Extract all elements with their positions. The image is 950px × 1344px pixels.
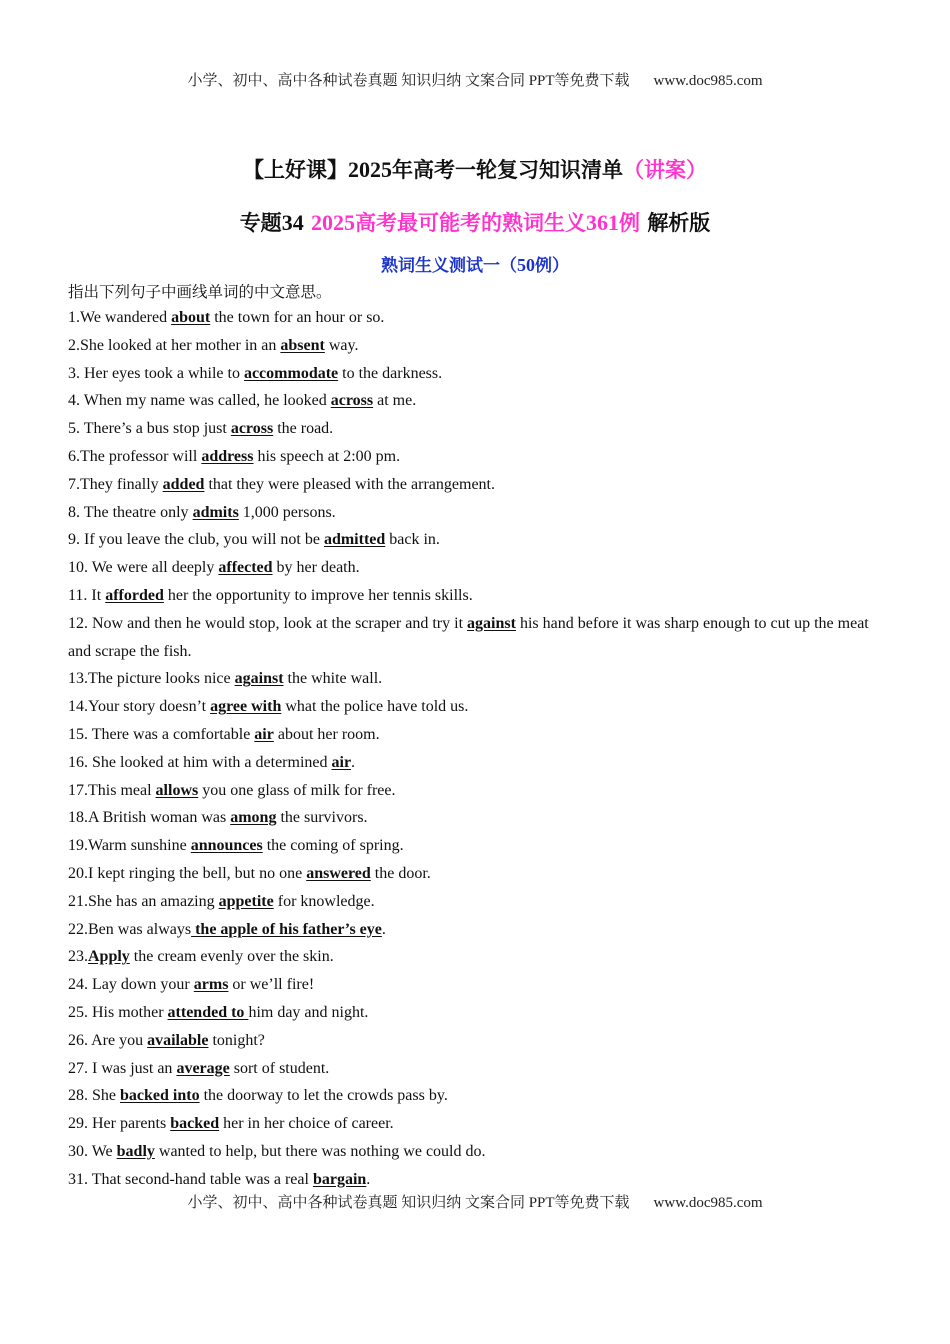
- sentence-text-before: 10. We were all deeply: [68, 559, 219, 577]
- sentence-text-after: sort of student.: [229, 1059, 330, 1077]
- sentence-text-before: 3. Her eyes took a while to: [68, 364, 244, 382]
- underlined-keyword: among: [230, 809, 277, 827]
- sentence-text-after: wanted to help, but there was nothing we could do.: [154, 1142, 486, 1160]
- underlined-keyword: against: [234, 670, 284, 688]
- sentence-text-before: 18.A British woman was: [68, 809, 231, 827]
- exercise-item: [68, 943, 888, 971]
- exercise-item: [68, 832, 888, 860]
- sentence-text-before: 21.She has an amazing: [68, 892, 219, 910]
- exercise-item: [68, 526, 888, 554]
- underlined-keyword: absent: [280, 336, 325, 354]
- sentence-text-before: 17.This meal: [68, 781, 156, 799]
- underlined-keyword: available: [147, 1031, 209, 1049]
- topic-title: [0, 207, 950, 237]
- sentence-text-before: 5. There’s a bus stop just: [68, 420, 231, 438]
- section-subtitle: [0, 251, 950, 276]
- topic-year: 2025: [311, 210, 355, 235]
- sentence-text-after: the road.: [273, 420, 334, 438]
- sentence-text-before: 23.: [68, 948, 88, 966]
- sentence-text-before: 29. Her parents: [68, 1115, 171, 1133]
- sentence-text-after: what the police have told us.: [281, 698, 469, 716]
- underlined-keyword: address: [201, 447, 254, 465]
- sentence-text-before: 4. When my name was called, he looked: [68, 392, 331, 410]
- underlined-keyword: about: [171, 309, 211, 326]
- underlined-keyword: affected: [218, 559, 273, 577]
- sentence-text-before: 26. Are you: [68, 1031, 148, 1049]
- sentence-text-before: 7.They finally: [68, 475, 163, 493]
- exercise-item: [68, 360, 888, 388]
- exercise-item: [68, 888, 888, 916]
- exercise-item: [68, 804, 888, 832]
- underlined-keyword: allows: [155, 781, 199, 799]
- exercise-item: [68, 304, 888, 332]
- sentence-text-after: tonight?: [208, 1031, 265, 1049]
- underlined-keyword: bargain: [312, 1170, 367, 1188]
- exercise-item: [68, 1055, 888, 1083]
- underlined-keyword: air: [254, 725, 274, 743]
- title-year: 2025: [348, 157, 392, 182]
- underlined-keyword: badly: [116, 1142, 155, 1160]
- underlined-keyword: afforded: [105, 586, 164, 604]
- title-suffix: （讲案）: [623, 158, 707, 182]
- topic-count-unit: 例: [619, 211, 640, 235]
- topic-version: 解析版: [647, 211, 711, 235]
- sentence-text-before: 19.Warm sunshine: [68, 837, 191, 855]
- subtitle-pre: 熟词生义测试一（: [381, 256, 517, 276]
- underlined-keyword: admits: [192, 503, 239, 521]
- sentence-text-after: his hand before it was sharp enough to cut up the meat and scrape the fish.: [68, 614, 869, 660]
- exercise-item: [68, 332, 888, 360]
- topic-count: 361: [586, 210, 619, 235]
- exercise-item: [68, 387, 888, 415]
- sentence-text-before: 11. It: [68, 586, 106, 604]
- exercise-list: [68, 304, 888, 1194]
- document-title: [0, 154, 950, 184]
- exercise-item: [68, 443, 888, 471]
- sentence-text-before: 13.The picture looks nice: [68, 670, 235, 688]
- underlined-keyword: attended to: [167, 1003, 249, 1021]
- sentence-text-after: that they were pleased with the arrangement.: [204, 475, 495, 493]
- exercise-item: [68, 582, 888, 610]
- exercise-item: [68, 916, 888, 944]
- underlined-keyword: the apple of his father’s eye: [191, 920, 382, 938]
- title-main: 年高考一轮复习知识清单: [392, 158, 623, 182]
- sentence-text-after: .: [381, 920, 386, 938]
- sentence-text-after: for knowledge.: [273, 892, 375, 910]
- sentence-text-before: 8. The theatre only: [68, 503, 193, 521]
- underlined-keyword: added: [162, 475, 205, 493]
- header-site-link[interactable]: www.doc985.com: [653, 73, 763, 89]
- sentence-text-after: about her room.: [273, 725, 380, 743]
- sentence-text-before: 6.The professor will: [68, 447, 202, 465]
- header-text: 小学、初中、高中各种试卷真题 知识归纳 文案合同 PPT等免费下载: [187, 73, 630, 89]
- sentence-text-after: the survivors.: [276, 809, 368, 827]
- topic-main: 高考最可能考的熟词生义: [355, 211, 586, 235]
- page-header: [0, 69, 950, 90]
- sentence-text-after: .: [351, 753, 356, 771]
- underlined-keyword: backed: [170, 1115, 220, 1133]
- sentence-text-before: 28. She: [68, 1087, 120, 1105]
- exercise-item: [68, 1110, 888, 1138]
- sentence-text-after: or we’ll fire!: [228, 976, 315, 994]
- underlined-keyword: answered: [306, 864, 371, 882]
- sentence-text-before: 16. She looked at him with a determined: [68, 753, 332, 771]
- underlined-keyword: arms: [193, 976, 229, 994]
- sentence-text-after: the town for an hour or so.: [210, 309, 385, 326]
- subtitle-count: 50: [517, 255, 535, 275]
- sentence-text-after: to the darkness.: [338, 364, 443, 382]
- underlined-keyword: appetite: [218, 892, 274, 910]
- footer-site-link[interactable]: www.doc985.com: [653, 1195, 763, 1211]
- sentence-text-after: the white wall.: [283, 670, 383, 688]
- footer-text: 小学、初中、高中各种试卷真题 知识归纳 文案合同 PPT等免费下载: [187, 1195, 630, 1211]
- underlined-keyword: accommodate: [243, 364, 339, 382]
- underlined-keyword: average: [176, 1059, 230, 1077]
- exercise-item: [68, 1166, 888, 1194]
- exercise-item: [68, 1138, 888, 1166]
- sentence-text-before: 24. Lay down your: [68, 976, 194, 994]
- underlined-keyword: against: [467, 614, 516, 632]
- sentence-text-after: back in.: [385, 531, 440, 549]
- underlined-keyword: backed into: [120, 1087, 200, 1105]
- sentence-text-after: at me.: [373, 392, 417, 410]
- exercise-item: [68, 415, 888, 443]
- instruction-text: 指出下列句子中画线单词的中文意思。: [68, 283, 332, 301]
- sentence-text-before: 27. I was just an: [68, 1059, 177, 1077]
- page-footer: [0, 1191, 950, 1212]
- sentence-text-after: the doorway to let the crowds pass by.: [199, 1087, 448, 1105]
- exercise-item: [68, 610, 888, 666]
- sentence-text-before: 20.I kept ringing the bell, but no one: [68, 864, 307, 882]
- subtitle-post: 例）: [535, 256, 569, 276]
- underlined-keyword: across: [330, 392, 374, 410]
- sentence-text-after: .: [366, 1170, 371, 1188]
- exercise-item: [68, 471, 888, 499]
- exercise-item: [68, 749, 888, 777]
- exercise-item: [68, 999, 888, 1027]
- sentence-text-before: 31. That second-hand table was a real: [68, 1170, 313, 1188]
- underlined-keyword: air: [331, 753, 352, 771]
- sentence-text-after: way.: [324, 336, 359, 354]
- sentence-text-after: the door.: [370, 864, 431, 882]
- exercise-item: [68, 971, 888, 999]
- exercise-item: [68, 860, 888, 888]
- underlined-keyword: Apply: [88, 948, 130, 966]
- sentence-text-after: you one glass of milk for free.: [198, 781, 396, 799]
- topic-number: 34: [281, 210, 304, 235]
- sentence-text-before: 15. There was a comfortable: [68, 725, 255, 743]
- exercise-item: [68, 1027, 888, 1055]
- underlined-keyword: agree with: [210, 698, 282, 716]
- sentence-text-after: the coming of spring.: [262, 837, 404, 855]
- title-prefix: 【上好课】: [243, 158, 348, 182]
- topic-label: 专题: [239, 211, 282, 235]
- sentence-text-before: 2.She looked at her mother in an: [68, 336, 281, 354]
- underlined-keyword: admitted: [323, 531, 386, 549]
- exercise-item: [68, 777, 888, 805]
- underlined-keyword: announces: [190, 837, 263, 855]
- sentence-text-before: 14.Your story doesn’t: [68, 698, 211, 716]
- exercise-item: [68, 1082, 888, 1110]
- sentence-text-after: him day and night.: [248, 1003, 369, 1021]
- sentence-text-before: 25. His mother: [68, 1003, 168, 1021]
- sentence-text-before: 12. Now and then he would stop, look at the scraper and try it: [68, 614, 468, 632]
- sentence-text-before: 9. If you leave the club, you will not be: [68, 531, 324, 549]
- exercise-item: [68, 721, 888, 749]
- sentence-text-after: her in her choice of career.: [219, 1115, 394, 1133]
- exercise-item: [68, 554, 888, 582]
- sentence-text-before: 30. We: [68, 1142, 117, 1160]
- exercise-item: [68, 665, 888, 693]
- sentence-text-after: by her death.: [272, 559, 360, 577]
- sentence-text-after: 1,000 persons.: [238, 503, 336, 521]
- underlined-keyword: across: [230, 420, 274, 438]
- exercise-item: [68, 693, 888, 721]
- sentence-text-after: his speech at 2:00 pm.: [253, 447, 401, 465]
- exercise-item: [68, 499, 888, 527]
- sentence-text-before: 1.We wandered: [68, 309, 172, 326]
- sentence-text-before: 22.Ben was always: [68, 920, 192, 938]
- sentence-text-after: her the opportunity to improve her tennis skills.: [163, 586, 473, 604]
- sentence-text-after: the cream evenly over the skin.: [129, 948, 334, 966]
